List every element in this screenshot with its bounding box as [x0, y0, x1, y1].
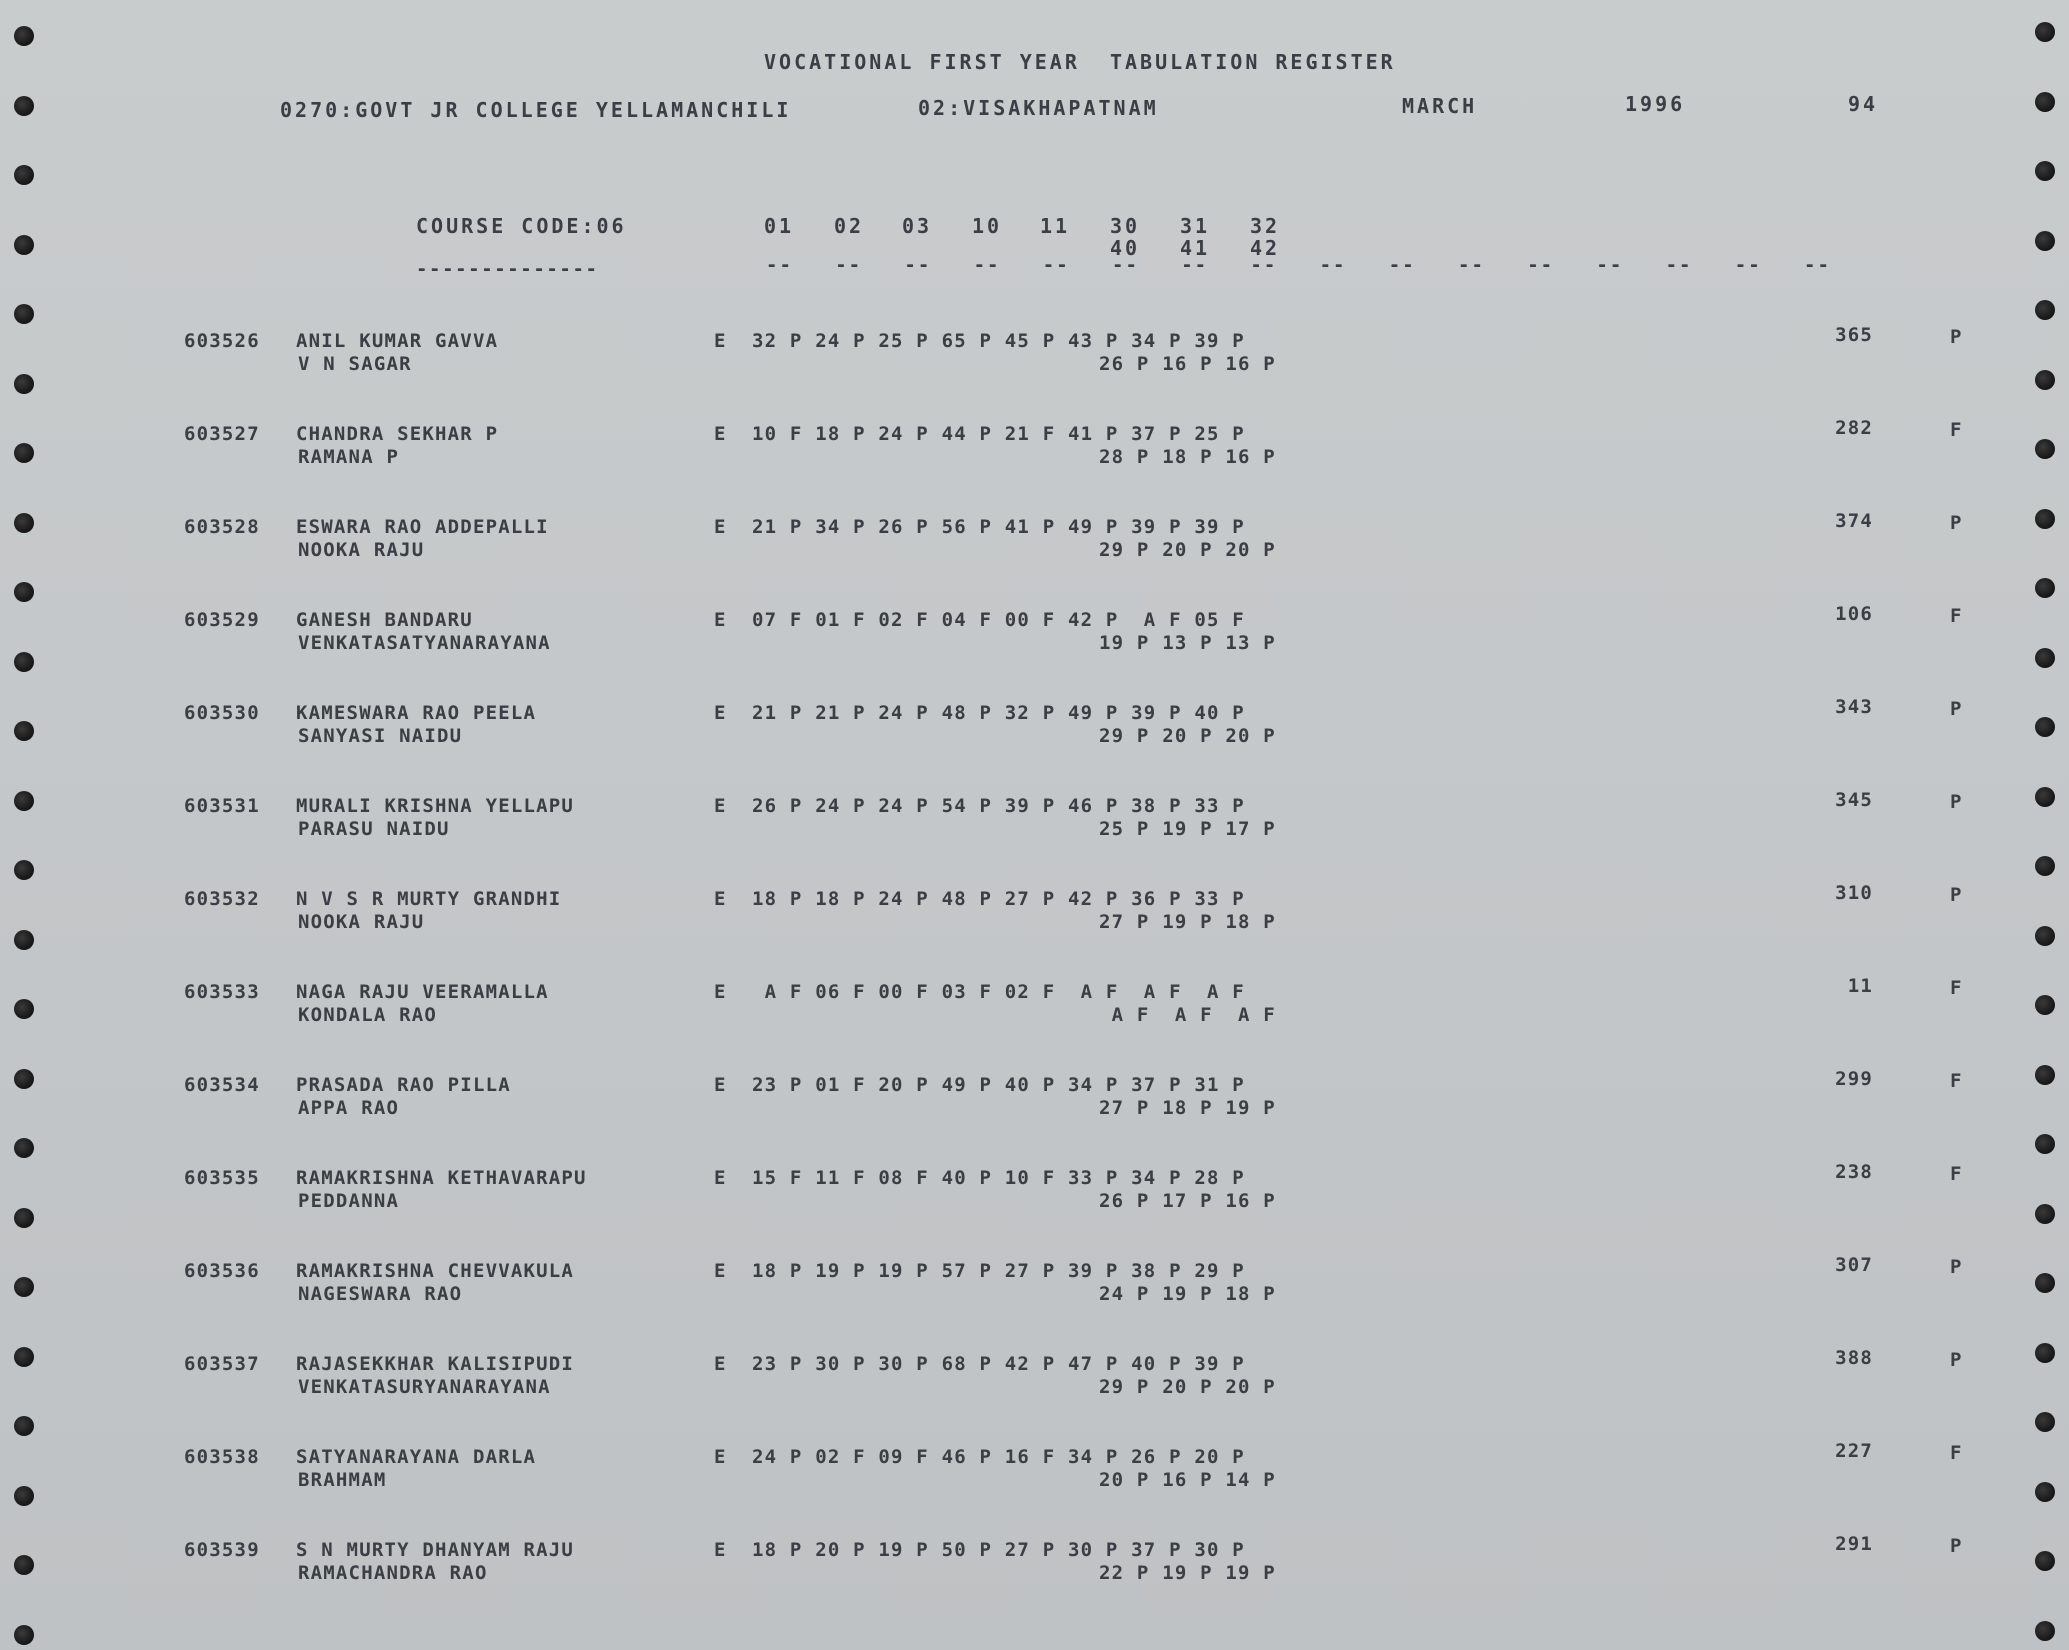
feed-hole: [2035, 509, 2055, 529]
student-name: RAJASEKKHAR KALISIPUDI: [296, 1353, 575, 1375]
subject-code: 03: [902, 214, 933, 238]
feed-hole: [14, 443, 34, 463]
result-code: F: [1950, 419, 1963, 441]
father-name: APPA RAO: [298, 1097, 400, 1119]
feed-hole: [2035, 1343, 2055, 1363]
feed-hole: [14, 1138, 34, 1158]
medium-code: E: [714, 330, 727, 352]
marks-row-2: 20 P 16 P 14 P: [1099, 1469, 1276, 1491]
total-marks: 299: [1835, 1068, 1873, 1090]
feed-hole: [2035, 1065, 2055, 1085]
feed-hole: [14, 1069, 34, 1089]
feed-hole: [14, 582, 34, 602]
marks-row-1: 07 F 01 F 02 F 04 F 00 F 42 P A F 05 F: [752, 609, 1245, 631]
total-marks: 282: [1835, 417, 1873, 439]
marks-row-2: 19 P 13 P 13 P: [1099, 632, 1276, 654]
feed-hole: [2035, 995, 2055, 1015]
student-id: 603531: [184, 795, 260, 817]
father-name: PEDDANNA: [298, 1190, 400, 1212]
student-id: 603537: [184, 1353, 260, 1375]
student-name: GANESH BANDARU: [296, 609, 473, 631]
subject-code: 41: [1180, 236, 1211, 260]
marks-row-1: 21 P 21 P 24 P 48 P 32 P 49 P 39 P 40 P: [752, 702, 1245, 724]
district-name: 02:VISAKHAPATNAM: [918, 96, 1159, 120]
father-name: V N SAGAR: [298, 353, 412, 375]
feed-hole: [2035, 1134, 2055, 1154]
total-marks: 291: [1835, 1533, 1873, 1555]
feed-hole: [2035, 648, 2055, 668]
result-code: P: [1950, 1535, 1963, 1557]
register-title: VOCATIONAL FIRST YEAR TABULATION REGISTER: [764, 50, 1396, 74]
medium-code: E: [714, 702, 727, 724]
total-marks: 310: [1835, 882, 1873, 904]
marks-row-2: 25 P 19 P 17 P: [1099, 818, 1276, 840]
feed-hole: [14, 1625, 34, 1645]
feed-hole: [2035, 1412, 2055, 1432]
subject-code-dash: --: [766, 254, 793, 276]
marks-row-1: 23 P 30 P 30 P 68 P 42 P 47 P 40 P 39 P: [752, 1353, 1245, 1375]
feed-hole: [14, 999, 34, 1019]
feed-hole: [14, 235, 34, 255]
feed-hole: [14, 96, 34, 116]
subject-code-dash: --: [835, 254, 863, 276]
marks-row-1: 18 P 18 P 24 P 48 P 27 P 42 P 36 P 33 P: [752, 888, 1245, 910]
subject-code-dash: --: [1181, 254, 1209, 276]
subject-code-dash: --: [1665, 254, 1693, 276]
exam-month: MARCH: [1402, 94, 1478, 118]
subject-code: 31: [1180, 214, 1211, 238]
student-name: CHANDRA SEKHAR P: [296, 423, 499, 445]
father-name: BRAHMAM: [298, 1469, 387, 1491]
subject-code: 01: [764, 214, 795, 238]
result-code: F: [1950, 977, 1963, 999]
father-name: NAGESWARA RAO: [298, 1283, 463, 1305]
father-name: KONDALA RAO: [298, 1004, 438, 1026]
medium-code: E: [714, 1446, 727, 1468]
marks-row-2: 26 P 17 P 16 P: [1099, 1190, 1276, 1212]
subject-code: 42: [1250, 236, 1281, 260]
father-name: RAMANA P: [298, 446, 400, 468]
student-id: 603532: [184, 888, 260, 910]
result-code: P: [1950, 1349, 1963, 1371]
course-code-underline: --------------: [416, 258, 599, 280]
marks-row-2: 28 P 18 P 16 P: [1099, 446, 1276, 468]
marks-row-2: 29 P 20 P 20 P: [1099, 725, 1276, 747]
student-name: RAMAKRISHNA KETHAVARAPU: [296, 1167, 587, 1189]
marks-row-2: 29 P 20 P 20 P: [1099, 539, 1276, 561]
marks-row-2: 27 P 18 P 19 P: [1099, 1097, 1276, 1119]
subject-code-dash: --: [1804, 254, 1831, 276]
feed-hole: [2035, 92, 2055, 112]
feed-hole: [2035, 1621, 2055, 1641]
father-name: VENKATASATYANARAYANA: [298, 632, 551, 654]
course-code-label: COURSE CODE:06: [416, 214, 627, 238]
feed-hole: [14, 1208, 34, 1228]
marks-row-2: 24 P 19 P 18 P: [1099, 1283, 1276, 1305]
feed-hole: [2035, 300, 2055, 320]
marks-row-2: 26 P 16 P 16 P: [1099, 353, 1276, 375]
marks-row-2: 29 P 20 P 20 P: [1099, 1376, 1276, 1398]
feed-hole: [2035, 370, 2055, 390]
feed-hole: [14, 860, 34, 880]
subject-code-dash: --: [1596, 254, 1624, 276]
result-code: P: [1950, 1256, 1963, 1278]
student-id: 603530: [184, 702, 260, 724]
result-code: P: [1950, 698, 1963, 720]
result-code: P: [1950, 326, 1963, 348]
feed-hole: [2035, 439, 2055, 459]
feed-hole: [2035, 231, 2055, 251]
father-name: NOOKA RAJU: [298, 539, 425, 561]
marks-row-2: 27 P 19 P 18 P: [1099, 911, 1276, 933]
feed-hole: [14, 304, 34, 324]
feed-hole: [14, 1486, 34, 1506]
medium-code: E: [714, 981, 727, 1003]
medium-code: E: [714, 609, 727, 631]
subject-code: 30: [1110, 214, 1141, 238]
marks-row-1: 24 P 02 F 09 F 46 P 16 F 34 P 26 P 20 P: [752, 1446, 1245, 1468]
total-marks: 106: [1835, 603, 1873, 625]
feed-hole: [14, 791, 34, 811]
subject-code-dash: --: [1527, 254, 1555, 276]
total-marks: 307: [1835, 1254, 1873, 1276]
feed-hole: [2035, 1204, 2055, 1224]
student-id: 603538: [184, 1446, 260, 1468]
feed-hole: [14, 374, 34, 394]
college-name: 0270:GOVT JR COLLEGE YELLAMANCHILI: [280, 98, 792, 122]
subject-code: 32: [1250, 214, 1281, 238]
feed-hole: [14, 652, 34, 672]
tractor-feed-holes-left: [6, 0, 46, 1650]
subject-code-dash: --: [1319, 254, 1347, 276]
marks-row-1: 21 P 34 P 26 P 56 P 41 P 49 P 39 P 39 P: [752, 516, 1245, 538]
subject-code-dash: --: [1112, 254, 1139, 276]
total-marks: 345: [1835, 789, 1873, 811]
subject-code: 11: [1040, 214, 1071, 238]
feed-hole: [14, 930, 34, 950]
medium-code: E: [714, 1353, 727, 1375]
feed-hole: [2035, 717, 2055, 737]
student-id: 603535: [184, 1167, 260, 1189]
page-number: 94: [1848, 92, 1879, 116]
subject-code: 10: [972, 214, 1003, 238]
student-name: MURALI KRISHNA YELLAPU: [296, 795, 575, 817]
student-id: 603539: [184, 1539, 260, 1561]
result-code: F: [1950, 605, 1963, 627]
marks-row-1: 15 F 11 F 08 F 40 P 10 F 33 P 34 P 28 P: [752, 1167, 1245, 1189]
student-name: ESWARA RAO ADDEPALLI: [296, 516, 549, 538]
result-code: F: [1950, 1163, 1963, 1185]
student-name: RAMAKRISHNA CHEVVAKULA: [296, 1260, 575, 1282]
total-marks: 374: [1835, 510, 1873, 532]
feed-hole: [14, 1277, 34, 1297]
father-name: VENKATASURYANARAYANA: [298, 1376, 551, 1398]
student-id: 603533: [184, 981, 260, 1003]
student-id: 603528: [184, 516, 260, 538]
feed-hole: [14, 721, 34, 741]
father-name: RAMACHANDRA RAO: [298, 1562, 488, 1584]
father-name: NOOKA RAJU: [298, 911, 425, 933]
medium-code: E: [714, 1260, 727, 1282]
medium-code: E: [714, 795, 727, 817]
student-name: NAGA RAJU VEERAMALLA: [296, 981, 549, 1003]
feed-hole: [2035, 1273, 2055, 1293]
total-marks: 227: [1835, 1440, 1873, 1462]
feed-hole: [14, 513, 34, 533]
subject-code-dash: --: [1388, 254, 1416, 276]
father-name: PARASU NAIDU: [298, 818, 450, 840]
feed-hole: [14, 1347, 34, 1367]
medium-code: E: [714, 1539, 727, 1561]
marks-row-2: A F A F A F: [1099, 1004, 1276, 1026]
student-name: N V S R MURTY GRANDHI: [296, 888, 562, 910]
feed-hole: [2035, 1551, 2055, 1571]
marks-row-1: 18 P 19 P 19 P 57 P 27 P 39 P 38 P 29 P: [752, 1260, 1245, 1282]
total-marks: 238: [1835, 1161, 1873, 1183]
subject-code-dash: --: [1042, 254, 1070, 276]
marks-row-2: 22 P 19 P 19 P: [1099, 1562, 1276, 1584]
result-code: P: [1950, 512, 1963, 534]
result-code: F: [1950, 1442, 1963, 1464]
tractor-feed-holes-right: [2025, 0, 2065, 1650]
student-id: 603527: [184, 423, 260, 445]
subject-code-dash: --: [1734, 254, 1762, 276]
marks-row-1: 10 F 18 P 24 P 44 P 21 F 41 P 37 P 25 P: [752, 423, 1245, 445]
feed-hole: [2035, 1482, 2055, 1502]
exam-year: 1996: [1625, 92, 1686, 116]
feed-hole: [2035, 578, 2055, 598]
marks-row-1: 23 P 01 F 20 P 49 P 40 P 34 P 37 P 31 P: [752, 1074, 1245, 1096]
medium-code: E: [714, 1074, 727, 1096]
subject-code-dash: --: [904, 254, 932, 276]
subject-code-dash: --: [1458, 254, 1485, 276]
feed-hole: [14, 1416, 34, 1436]
result-code: F: [1950, 1070, 1963, 1092]
student-name: PRASADA RAO PILLA: [296, 1074, 511, 1096]
marks-row-1: 18 P 20 P 19 P 50 P 27 P 30 P 37 P 30 P: [752, 1539, 1245, 1561]
marks-row-1: A F 06 F 00 F 03 F 02 F A F A F A F: [752, 981, 1245, 1003]
student-id: 603529: [184, 609, 260, 631]
student-name: SATYANARAYANA DARLA: [296, 1446, 537, 1468]
student-name: ANIL KUMAR GAVVA: [296, 330, 499, 352]
feed-hole: [2035, 787, 2055, 807]
marks-row-1: 32 P 24 P 25 P 65 P 45 P 43 P 34 P 39 P: [752, 330, 1245, 352]
result-code: P: [1950, 884, 1963, 906]
student-name: KAMESWARA RAO PEELA: [296, 702, 537, 724]
student-id: 603526: [184, 330, 260, 352]
student-id: 603534: [184, 1074, 260, 1096]
feed-hole: [14, 165, 34, 185]
total-marks: 343: [1835, 696, 1873, 718]
feed-hole: [2035, 161, 2055, 181]
subject-code: 40: [1110, 236, 1141, 260]
medium-code: E: [714, 516, 727, 538]
subject-code-dash: --: [1250, 254, 1278, 276]
total-marks: 11: [1847, 975, 1873, 997]
subject-code-dash: --: [973, 254, 1001, 276]
medium-code: E: [714, 423, 727, 445]
father-name: SANYASI NAIDU: [298, 725, 463, 747]
total-marks: 365: [1835, 324, 1873, 346]
student-id: 603536: [184, 1260, 260, 1282]
feed-hole: [2035, 926, 2055, 946]
total-marks: 388: [1835, 1347, 1873, 1369]
feed-hole: [2035, 22, 2055, 42]
subject-code: 02: [834, 214, 865, 238]
medium-code: E: [714, 888, 727, 910]
feed-hole: [2035, 856, 2055, 876]
medium-code: E: [714, 1167, 727, 1189]
feed-hole: [14, 1555, 34, 1575]
marks-row-1: 26 P 24 P 24 P 54 P 39 P 46 P 38 P 33 P: [752, 795, 1245, 817]
student-name: S N MURTY DHANYAM RAJU: [296, 1539, 575, 1561]
feed-hole: [14, 26, 34, 46]
result-code: P: [1950, 791, 1963, 813]
